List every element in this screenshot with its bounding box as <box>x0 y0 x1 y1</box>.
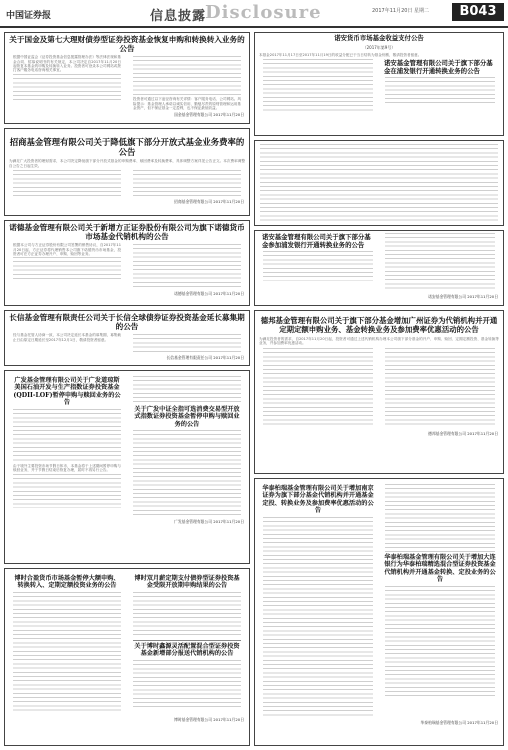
section-title-english: Disclosure <box>205 2 322 23</box>
notice-title: 德邦基金管理有限公司关于旗下部分基金增加广州证券为代销机构并开通定期定额申购业务、基金转换业务及参加费率优惠活动的公告 <box>260 316 498 334</box>
notice-title: 诺德基金管理有限公司关于新增方正证券股份有限公司为旗下诺德货币市场基金代销机构的公告 <box>9 223 245 242</box>
notice-guojin <box>4 32 250 124</box>
notice-title: 关于国金及第七大理财债券型证券投资基金恢复申购和转换转入业务的公告 <box>9 35 245 54</box>
notice-changxin <box>4 310 250 366</box>
notice-signature: 广发基金管理有限公司 2017年11月20日 <box>174 519 244 525</box>
notice-title: 华泰柏瑞基金管理有限公司关于增加南京证券为旗下部分基金代销机构并开通基金定投、转换业务及参加费率优惠活动的公告 <box>262 485 374 515</box>
notice-huatai <box>254 478 504 746</box>
notice-signature: 德邦基金管理有限公司 2017年11月20日 <box>428 430 498 436</box>
notice-body: 为满足广大投资者的理财需求，本公司决定降低旗下部分开放式基金的申购费率、赎回费率及转换费率，具体调整方案详见公告正文。本次费率调整自公告之日起生效。 <box>9 159 245 168</box>
notice-nuoan-spdb <box>254 230 504 306</box>
page-number: B043 <box>452 3 504 21</box>
notice-body: 经与基金托管人协商一致，本公司决定延长本基金的募集期，募集截止日由原定日期延长至2017年12月1日，敬请投资者留意。 <box>13 333 121 342</box>
notice-subtitle: （2017年第9号） <box>362 44 396 50</box>
notice-body: 根据本公司与方正证券股份有限公司签署的销售协议，自2017年11月20日起，方正证券将代理销售本公司旗下诺德货币市场基金，投资者可在方正证券办理开户、申购、赎回等业务。 <box>13 243 121 257</box>
notice-body: 投资者可通过以下途径咨询有关详情：客户服务电话、公司网站。风险提示：基金管理人承诺以诚实信用、勤勉尽责的原则管理和运用基金资产，但不保证基金一定盈利，也不保证最低收益。 <box>133 97 241 111</box>
notice-guangfa <box>4 370 250 564</box>
notice-title: 招商基金管理有限公司关于降低旗下部分开放式基金业务费率的公告 <box>9 137 245 158</box>
notice-title: 诺安货币市场基金收益支付公告 <box>334 34 424 42</box>
masthead <box>0 0 508 28</box>
notice-title: 长信基金管理有限责任公司关于长信全球债券证券投资基金延长募集期的公告 <box>9 313 245 332</box>
notice-title: 诺安基金管理有限公司关于旗下部分基金参加浦发银行开通转换业务的公告 <box>262 233 371 249</box>
notice-signature: 国金基金管理有限公司 2017年11月20日 <box>174 112 244 118</box>
notice-body: 为满足投资者的需求，自2017年11月20日起，投资者可通过上述代销机构办理本公司旗下部分基金的开户、申购、赎回、定期定额投资、基金转换等业务，并参加费率优惠活动。 <box>259 336 499 346</box>
notice-boshi <box>4 568 250 746</box>
section-title: 信息披露 <box>150 9 207 24</box>
notice-signature: 诺安基金管理有限公司 2017年11月20日 <box>428 294 498 299</box>
notice-nuoan-money <box>254 32 504 136</box>
notice-debang <box>254 310 504 474</box>
issue-date: 2017年11月20日 星期二 <box>372 8 430 14</box>
notice-signature: 招商基金管理有限公司 2017年11月20日 <box>174 198 244 204</box>
notice-body: 本基金2017年11月17日至2017年11月19日的收益分配已于当日结转为基金份额，敬请投资者留意。 <box>259 52 422 57</box>
notice-nuoan-table <box>254 140 504 226</box>
notice-signature: 诺德基金管理有限公司 2017年11月20日 <box>174 291 244 297</box>
notice-body: 由于境外主要投资市场节假日休市，本基金将于上述期间暂停申购与赎回业务，并于节假日结束后恢复办理，届时不再另行公告。 <box>13 463 121 473</box>
notice-title: 关于博时鑫源灵活配置混合型证券投资基金新增部分报送代销机构的公告 <box>134 642 240 658</box>
notice-title: 华泰柏瑞基金管理有限公司关于增加大连银行为华泰柏瑞精选混合型证券投资基金代销机构并开通基金转换、定投业务的公告 <box>384 554 496 584</box>
notice-nuode <box>4 220 250 306</box>
notice-signature: 华泰柏瑞基金管理有限公司 2017年11月20日 <box>420 719 498 725</box>
notice-signature: 博时基金管理有限公司 2017年11月20日 <box>174 716 244 722</box>
notice-title: 博时合盈货币市场基金暂停大额申购、转换转入、定期定额投资业务的公告 <box>14 575 120 590</box>
notice-zhaoshang <box>4 128 250 216</box>
notice-title: 诺安基金管理有限公司关于旗下部分基金在浦发银行开通转换业务的公告 <box>384 59 493 75</box>
notice-title: 关于广发中证全指可选消费交易型开放式指数证券投资基金暂停申购与赎回业务的公告 <box>134 406 240 428</box>
notice-title: 广发基金管理有限公司关于广发道琼斯美国石油开发与生产指数证券投资基金(QDII-LOF)暂停申购与赎回业务的公告 <box>13 377 121 407</box>
notice-title: 博时双月薪定期支付债券型证券投资基金受限开放期申购结果的公告 <box>134 575 240 590</box>
notice-signature: 长信基金管理有限责任公司 2017年11月20日 <box>166 355 244 361</box>
paper-name: 中国证券报 <box>6 11 52 21</box>
notice-body: 根据中国证监会《证券投资基金信息披露管理办法》等法律法规和基金合同、招募说明书的有关规定，本公司决定自2017年11月20日起恢复本基金的申购及转换转入业务。投资者可登录本公司网站或拨打客户服务电话咨询相关事宜。 <box>13 55 121 73</box>
